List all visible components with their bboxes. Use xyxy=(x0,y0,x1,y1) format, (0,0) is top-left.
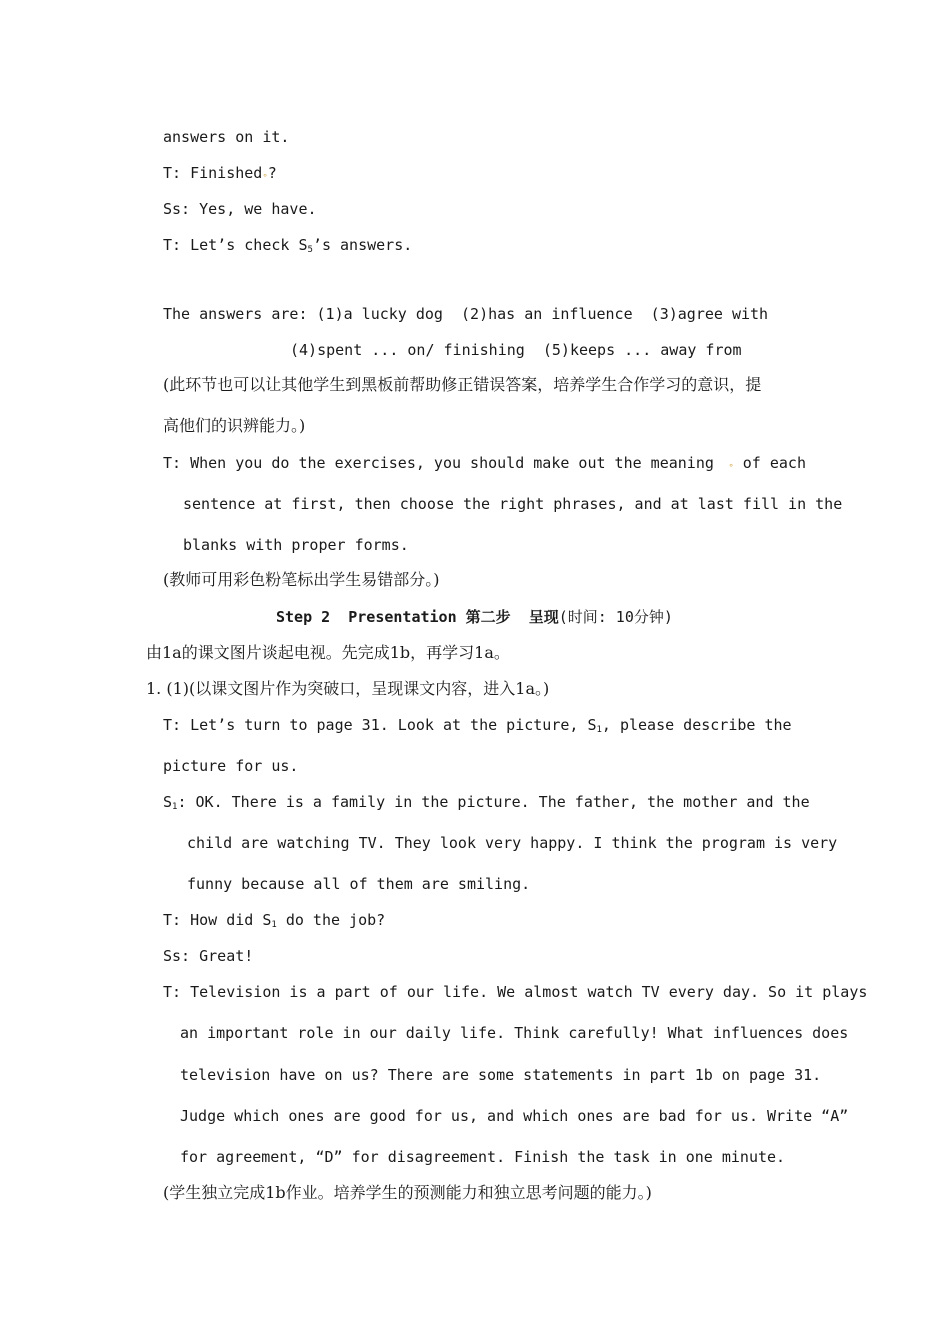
text-line: Judge which ones are good for us, and which ones are bad for us. Write “A” xyxy=(180,1107,849,1125)
text-line: child are watching TV. They look very happy. I think the program is very xyxy=(187,834,838,852)
section-heading: Step 2 Presentation 第二步 呈现(时间: 10分钟) xyxy=(276,608,673,626)
text-line: an important role in our daily life. Think carefully! What influences does xyxy=(180,1024,849,1042)
text-line: television have on us? There are some statements in part 1b on page 31. xyxy=(180,1066,822,1084)
text-line: T: Television is a part of our life. We almost watch TV every day. So it plays xyxy=(163,983,868,1001)
edit-mark-icon: ∘ xyxy=(728,461,734,471)
note-line: (此环节也可以让其他学生到黑板前帮助修正错误答案，培养学生合作学习的意识，提 xyxy=(163,375,762,394)
text-line: $S_1$: OK. There is a family in the picture. The father, the mother and the xyxy=(163,793,810,812)
text-line: blanks with proper forms. xyxy=(183,536,409,554)
text-line: answers on it. xyxy=(163,128,290,146)
edit-mark-icon: ∘ xyxy=(262,171,268,181)
answers-line: (4)spent ... on/ finishing (5)keeps ... away from xyxy=(290,341,742,359)
text-line: T: When you do the exercises, you should make out the meaning ∘ of each xyxy=(163,454,806,472)
text-line: sentence at first, then choose the right phrases, and at last fill in the xyxy=(183,495,843,513)
note-line: (教师可用彩色粉笔标出学生易错部分。) xyxy=(163,570,440,589)
text-line: Ss: Yes, we have. xyxy=(163,200,317,218)
note-line: 高他们的识辨能力。) xyxy=(163,416,306,435)
text-line: T: Finished∘? xyxy=(163,164,277,182)
text-line: picture for us. xyxy=(163,757,299,775)
instruction-line: 1. (1)(以课文图片作为突破口，呈现课文内容，进入1a。) xyxy=(146,679,550,698)
text-line: T: How did $S_1$ do the job? xyxy=(163,911,386,930)
text-line: for agreement, “D” for disagreement. Finish the task in one minute. xyxy=(180,1148,786,1166)
instruction-line: 由1a的课文图片谈起电视。先完成1b，再学习1a。 xyxy=(146,643,510,662)
text-line: funny because all of them are smiling. xyxy=(187,875,531,893)
note-line: (学生独立完成1b作业。培养学生的预测能力和独立思考问题的能力。) xyxy=(163,1183,652,1202)
text-line: T: Let’s check $S_5’s$ answers. xyxy=(163,236,413,255)
text-line: T: Let’s turn to page 31. Look at the picture, $S_1$, please describe the xyxy=(163,716,792,735)
text-line: Ss: Great! xyxy=(163,947,254,965)
answers-line: The answers are: (1)a lucky dog (2)has an influence (3)agree with xyxy=(163,305,769,323)
